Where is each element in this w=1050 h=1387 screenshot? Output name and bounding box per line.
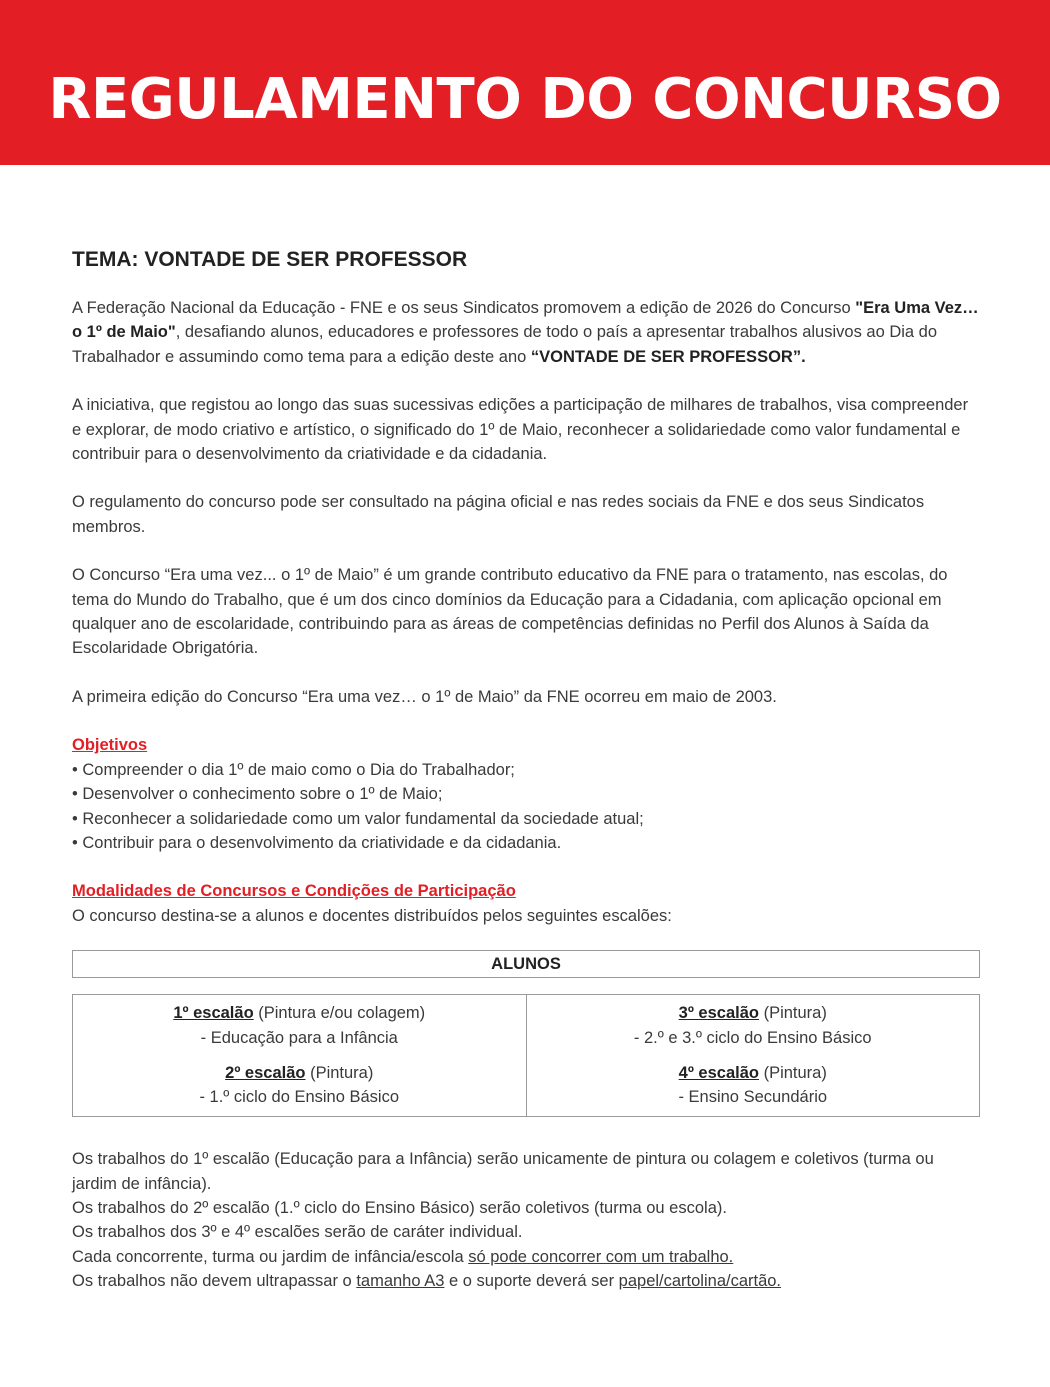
escalao-level: - 1.º ciclo do Ensino Básico bbox=[199, 1088, 400, 1107]
list-item: • Desenvolver o conhecimento sobre o 1º de Maio; bbox=[72, 782, 980, 806]
escalao-2 bbox=[73, 1061, 526, 1110]
note-1: Os trabalhos do 1º escalão (Educação para a Infância) serão unicamente de pintura ou colagem e coletivos (turma ou jardim de infância). bbox=[72, 1150, 934, 1193]
intro-paragraph-3: O regulamento do concurso pode ser consultado na página oficial e nas redes sociais da FNE e dos seus Sindicatos membros. bbox=[72, 493, 925, 536]
escalao-type: (Pintura) bbox=[758, 1004, 827, 1023]
escalao-level: - 2.º e 3.º ciclo do Ensino Básico bbox=[633, 1028, 872, 1047]
escalao-name: 1º escalão bbox=[173, 1004, 254, 1023]
list-item: • Compreender o dia 1º de maio como o Dia do Trabalhador; bbox=[72, 758, 980, 782]
escalao-level: - Ensino Secundário bbox=[678, 1088, 828, 1107]
intro-paragraph-2: A iniciativa, que registou ao longo das suas sucessivas edições a participação de milhares de trabalhos, visa compreender e explorar, de modo criativo e artístico, o significado do 1º de Maio, reconhecer a solidariedade como valor fundamental e contribuir para o desenvolvimento da criatividade e da cidadania. bbox=[72, 396, 969, 464]
note-2: Os trabalhos do 2º escalão (1.º ciclo do Ensino Básico) serão coletivos (turma ou escola). bbox=[72, 1198, 727, 1217]
note-emphasis: só pode concorrer com um trabalho. bbox=[468, 1247, 734, 1266]
escaloes-column-left bbox=[73, 995, 526, 1116]
note-emphasis: papel/cartolina/cartão. bbox=[618, 1272, 782, 1291]
note-3: Os trabalhos dos 3º e 4º escalões serão de caráter individual. bbox=[72, 1223, 523, 1242]
escalao-type: (Pintura) bbox=[305, 1063, 374, 1082]
participation-notes bbox=[72, 1147, 980, 1293]
theme-heading: TEMA: VONTADE DE SER PROFESSOR bbox=[72, 248, 468, 271]
escalao-name: 2º escalão bbox=[225, 1063, 306, 1082]
note-text: Cada concorrente, turma ou jardim de infância/escola bbox=[72, 1247, 469, 1266]
objectives-list bbox=[72, 758, 980, 856]
escalao-type: (Pintura) bbox=[758, 1063, 827, 1082]
alunos-header: ALUNOS bbox=[72, 950, 980, 978]
contest-name: "Era Uma Vez… o 1º de Maio" bbox=[72, 299, 979, 342]
note-emphasis: tamanho A3 bbox=[356, 1272, 445, 1291]
escalao-type: (Pintura e/ou colagem) bbox=[253, 1004, 426, 1023]
note-text: Os trabalhos não devem ultrapassar o bbox=[72, 1272, 357, 1291]
header-banner bbox=[0, 0, 1050, 165]
escalao-1 bbox=[73, 1001, 526, 1050]
escalao-name: 3º escalão bbox=[678, 1004, 759, 1023]
objectives-heading: Objetivos bbox=[72, 736, 148, 755]
note-5 bbox=[72, 1269, 980, 1293]
note-text: e o suporte deverá ser bbox=[444, 1272, 619, 1291]
escalao-3 bbox=[527, 1001, 980, 1050]
list-item: • Contribuir para o desenvolvimento da criatividade e da cidadania. bbox=[72, 831, 980, 855]
theme-name: “VONTADE DE SER PROFESSOR”. bbox=[530, 347, 806, 366]
escalao-name: 4º escalão bbox=[678, 1063, 759, 1082]
escalao-4 bbox=[527, 1061, 980, 1110]
escaloes-table bbox=[72, 994, 980, 1117]
note-4 bbox=[72, 1245, 980, 1269]
modalities-subtitle: O concurso destina-se a alunos e docentes distribuídos pelos seguintes escalões: bbox=[72, 906, 672, 925]
page-title: REGULAMENTO DO CONCURSO bbox=[48, 67, 1002, 132]
escalao-level: - Educação para a Infância bbox=[200, 1028, 398, 1047]
modalities-heading: Modalidades de Concursos e Condições de Participação bbox=[72, 882, 516, 901]
list-item: • Reconhecer a solidariedade como um valor fundamental da sociedade atual; bbox=[72, 807, 980, 831]
intro-text: , desafiando alunos, educadores e professores de todo o país a apresentar trabalhos alusivos ao Dia do Trabalhador e assumindo como tema para a edição deste ano bbox=[72, 323, 938, 366]
intro-paragraph-4: O Concurso “Era uma vez... o 1º de Maio” é um grande contributo educativo da FNE para o tratamento, nas escolas, do tema do Mundo do Trabalho, que é um dos cinco domínios da Educação para a Cidadania, com aplicação opcional em qualquer ano de escolaridade, contribuindo para as áreas de competências definidas no Perfil dos Alunos à Saída da Escolaridade Obrigatória. bbox=[72, 566, 948, 658]
document-body bbox=[72, 246, 980, 1294]
intro-paragraph-1 bbox=[72, 296, 980, 369]
intro-text: A Federação Nacional da Educação - FNE e os seus Sindicatos promovem a edição de 2026 do Concurso bbox=[72, 299, 856, 317]
escaloes-column-right bbox=[526, 995, 980, 1116]
intro-paragraph-5: A primeira edição do Concurso “Era uma vez… o 1º de Maio” da FNE ocorreu em maio de 2003. bbox=[72, 687, 777, 706]
